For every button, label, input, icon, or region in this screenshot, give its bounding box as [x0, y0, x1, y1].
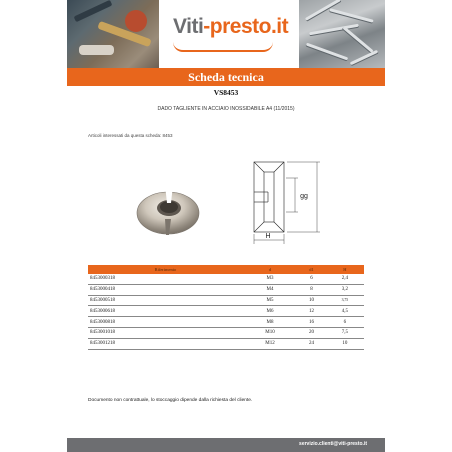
- table-cell: M10: [243, 327, 297, 338]
- table-row: [88, 317, 364, 328]
- table-cell: 3,2: [326, 284, 364, 295]
- table-cell: 8453000418: [88, 284, 243, 295]
- table-cell: 8453001018: [88, 327, 243, 338]
- articles-note: Articoli interessati da questa scheda: 8453: [88, 133, 173, 138]
- product-description: DADO TAGLIENTE IN ACCIAIO INOSSIDABILE A4 (11/2015): [157, 106, 295, 112]
- table-cell: 8: [297, 284, 326, 295]
- table-cell: M3: [243, 274, 297, 284]
- table-cell: 6: [326, 317, 364, 328]
- table-row: [88, 306, 364, 317]
- table-cell: M12: [243, 338, 297, 349]
- footer-bar: [67, 438, 385, 452]
- document-page: [67, 0, 385, 452]
- table-row: [88, 284, 364, 295]
- table-cell: 10: [297, 295, 326, 306]
- table-cell: 12: [297, 306, 326, 317]
- table-cell: 10: [326, 338, 364, 349]
- logo-area: [159, 0, 299, 68]
- table-cell: M4: [243, 284, 297, 295]
- table-cell: 3,75: [326, 295, 364, 306]
- header-banner: [67, 0, 385, 68]
- table-cell: 8453000318: [88, 274, 243, 284]
- table-cell: 8453001218: [88, 338, 243, 349]
- table-cell: 4,5: [326, 306, 364, 317]
- table-cell: M8: [243, 317, 297, 328]
- height-label: H: [265, 233, 271, 240]
- logo-swoosh: [173, 42, 273, 52]
- table-row: [88, 338, 364, 349]
- table-cell: 20: [297, 327, 326, 338]
- table-cell: 24: [297, 338, 326, 349]
- brand-logo[interactable]: [173, 15, 288, 39]
- table-cell: M6: [243, 306, 297, 317]
- column-header: H: [326, 265, 364, 274]
- nut-photo: [135, 183, 201, 237]
- logo-text-secondary: -presto.it: [203, 15, 289, 38]
- contact-email-link[interactable]: servizio.clienti@viti-presto.it: [299, 441, 367, 447]
- specs-table: [88, 265, 364, 350]
- title-bar: [67, 68, 385, 86]
- column-header: d1: [297, 265, 326, 274]
- table-row: [88, 274, 364, 284]
- page-title: Scheda tecnica: [188, 70, 264, 84]
- table-cell: 2,4: [326, 274, 364, 284]
- table-cell: 8453000618: [88, 306, 243, 317]
- thread-label: gg: [300, 193, 308, 200]
- table-cell: 16: [297, 317, 326, 328]
- table-cell: 8453000818: [88, 317, 243, 328]
- table-row: [88, 327, 364, 338]
- product-code: VS8453: [213, 88, 239, 97]
- tools-photo: [67, 0, 159, 68]
- screws-photo: [299, 0, 385, 68]
- table-row: [88, 295, 364, 306]
- table-cell: 6: [297, 274, 326, 284]
- logo-text-primary: Viti: [173, 15, 204, 38]
- table-cell: 7,5: [326, 327, 364, 338]
- disclaimer-note: Documento non contrattuale, lo stoccaggio dipende dalla richiesta del cliente.: [88, 398, 253, 403]
- column-header: Riferimento: [88, 265, 243, 274]
- table-cell: 8453000518: [88, 295, 243, 306]
- table-cell: M5: [243, 295, 297, 306]
- technical-drawing: [242, 150, 332, 245]
- table-header-row: [88, 265, 364, 274]
- column-header: d: [243, 265, 297, 274]
